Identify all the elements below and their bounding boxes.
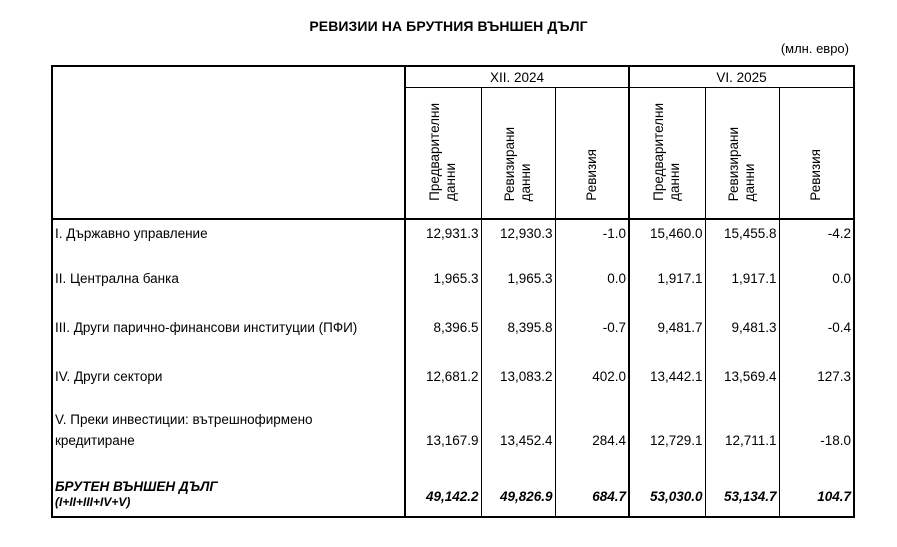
total-row: [52, 477, 854, 517]
table-cell: 15,455.8: [705, 219, 779, 268]
row-label-line: кредитиране: [55, 433, 135, 448]
table-row: [52, 268, 854, 317]
table-cell: 13,569.4: [705, 366, 779, 408]
row-label-total: [52, 477, 405, 517]
table-cell: 9,481.7: [629, 317, 705, 366]
table-cell: 0.0: [555, 268, 629, 317]
total-cell: 53,134.7: [705, 477, 779, 517]
col-header-revised-2025: Ревизирани данни: [705, 88, 779, 220]
total-cell: 49,826.9: [481, 477, 555, 517]
table-row: [52, 408, 854, 477]
table-cell: 12,729.1: [629, 408, 705, 477]
period-header-2025: VI. 2025: [629, 66, 854, 88]
table-cell: 1,917.1: [705, 268, 779, 317]
table-row: [52, 317, 854, 366]
col-header-revision-2024: Ревизия: [555, 88, 629, 220]
total-cell: 49,142.2: [405, 477, 481, 517]
total-label: БРУТЕН ВЪНШЕН ДЪЛГ: [55, 479, 218, 494]
table-row: [52, 366, 854, 408]
table-cell: -1.0: [555, 219, 629, 268]
table-cell: 8,395.8: [481, 317, 555, 366]
table-cell: 13,167.9: [405, 408, 481, 477]
table-cell: 13,452.4: [481, 408, 555, 477]
row-label-line: V. Преки инвестиции: вътрешнофирмено: [55, 412, 313, 427]
table-row: [52, 219, 854, 268]
table-cell: 12,681.2: [405, 366, 481, 408]
table-cell: -0.4: [779, 317, 854, 366]
report-title: РЕВИЗИИ НА БРУТНИЯ ВЪНШЕН ДЪЛГ: [309, 18, 588, 34]
row-label-direct-investment: [52, 408, 405, 477]
table-cell: 12,931.3: [405, 219, 481, 268]
table-cell: 1,965.3: [481, 268, 555, 317]
table-cell: 8,396.5: [405, 317, 481, 366]
revisions-table: [51, 65, 855, 518]
col-header-revision-2025: Ревизия: [779, 88, 854, 220]
table-cell: -18.0: [779, 408, 854, 477]
row-label-other-sectors: IV. Други сектори: [52, 366, 405, 408]
table-cell: 12,930.3: [481, 219, 555, 268]
table-cell: -0.7: [555, 317, 629, 366]
table-cell: 127.3: [779, 366, 854, 408]
table-cell: 9,481.3: [705, 317, 779, 366]
table-cell: -4.2: [779, 219, 854, 268]
table-cell: 1,917.1: [629, 268, 705, 317]
period-header-2024: XII. 2024: [405, 66, 629, 88]
total-cell: 684.7: [555, 477, 629, 517]
table-cell: 0.0: [779, 268, 854, 317]
total-cell: 53,030.0: [629, 477, 705, 517]
table-cell: 13,442.1: [629, 366, 705, 408]
table-cell: 1,965.3: [405, 268, 481, 317]
row-label-central-bank: II. Централна банка: [52, 268, 405, 317]
table-cell: 15,460.0: [629, 219, 705, 268]
col-header-preliminary-2024: Предварителни данни: [405, 88, 481, 220]
col-header-revised-2024: Ревизирани данни: [481, 88, 555, 220]
row-label-mfi: III. Други парично-финансови институции (ПФИ): [52, 317, 405, 366]
table-cell: 284.4: [555, 408, 629, 477]
total-sublabel: (I+II+III+IV+V): [55, 495, 131, 509]
unit-note: (млн. евро): [780, 41, 849, 56]
table-cell: 12,711.1: [705, 408, 779, 477]
header-empty-cell: [52, 66, 405, 219]
row-label-government: I. Държавно управление: [52, 219, 405, 268]
col-header-preliminary-2025: Предварителни данни: [629, 88, 705, 220]
total-cell: 104.7: [779, 477, 854, 517]
table-cell: 13,083.2: [481, 366, 555, 408]
table-cell: 402.0: [555, 366, 629, 408]
